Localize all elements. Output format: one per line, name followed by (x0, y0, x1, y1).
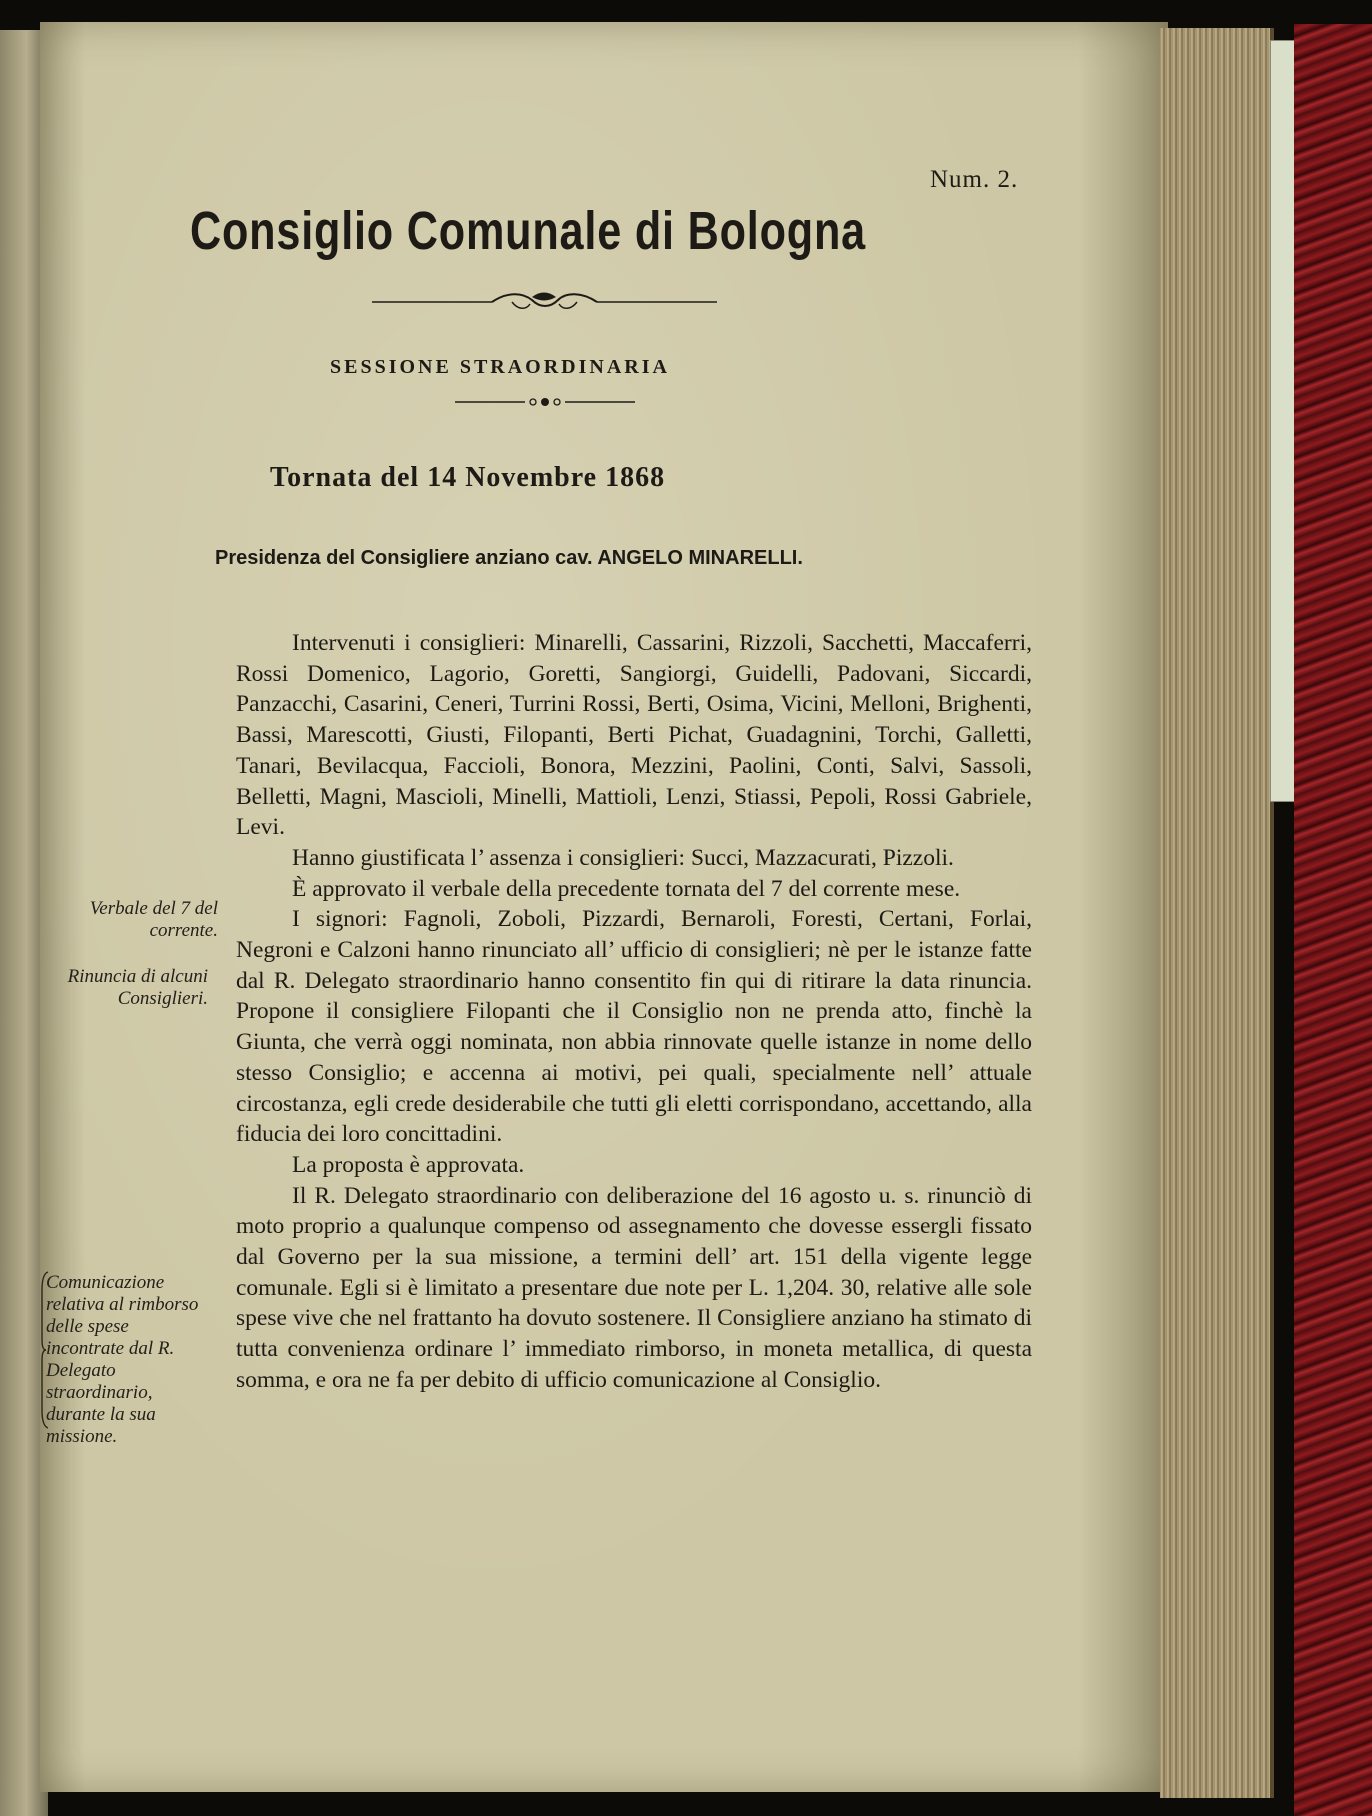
paragraph: I signori: Fagnoli, Zoboli, Pizzardi, Bernaroli, Foresti, Certani, Forlai, Negroni e Calzoni hanno rinunciato all’ ufficio di consiglieri; nè per le istanze fatte dal R. Delegato straordinario hanno consentito fin qui di ritirare la data rinuncia. Propone il consigliere Filopanti che il Consiglio non ne prenda atto, finchè la Giunta, che verrà oggi nominata, non abbia rinnovate quelle istanze in nome dello stesso Consiglio; e accenna ai motivi, pei quali, specialmente nell’ attuale circostanza, egli crede desiderabile che tutti gli eletti corrispondano, accettando, alla fiducia dei loro concittadini. (236, 906, 1032, 1148)
sitting-heading: Tornata del 14 Novembre 1868 (270, 462, 666, 493)
marbled-cover (1294, 24, 1372, 1816)
book-page-edges (1160, 28, 1274, 1798)
page-number: Num. 2. (930, 166, 1019, 193)
paragraph: La proposta è approvata. (292, 1151, 525, 1178)
paper-slip (1270, 40, 1296, 802)
minutes-body (236, 628, 1032, 1396)
session-heading: SESSIONE STRAORDINARIA (330, 356, 670, 378)
small-divider (455, 393, 635, 411)
paragraph: Hanno giustificata l’ assenza i consiglieri: Succi, Mazzacurati, Pizzoli. (292, 844, 954, 871)
margin-note: Rinuncia di alcuni Consiglieri. (67, 966, 208, 1009)
paragraph: È approvato il verbale della precedente tornata del 7 del corrente mese. (292, 875, 961, 902)
ornament-divider (372, 288, 717, 316)
presidency-line: Presidenza del Consigliere anziano cav. ANGELO MINARELLI. (215, 547, 803, 569)
margin-note: Verbale del 7 del corrente. (89, 898, 218, 941)
margin-note: Comunicazione relativa al rimborso delle spese incontrate dal R. Delegato straordinario, durante la sua missione. (46, 1272, 199, 1447)
paragraph: Il R. Delegato straordinario con deliberazione del 16 agosto u. s. rinunciò di moto proprio a qualunque compenso od assegnamento che dovesse essergli fissato dal Governo per la sua missione, a termini dell’ art. 151 della vigente legge comunale. Egli si è limitato a presentare due note per L. 1,204. 30, relative alle sole spese vive che nel frattanto ha dovuto sostenere. Il Consigliere anziano ha stimato di tutta convenienza ordinare l’ immediato rimborso, in moneta metallica, di questa somma, e ora ne fa per debito di ufficio comunicazione al Consiglio. (236, 1182, 1032, 1393)
paragraph: Intervenuti i consiglieri: Minarelli, Cassarini, Rizzoli, Sacchetti, Maccaferri, Rossi Domenico, Lagorio, Goretti, Sangiorgi, Guidelli, Padovani, Siccardi, Panzacchi, Casarini, Ceneri, Turrini Rossi, Berti, Osima, Vicini, Melloni, Brighenti, Bassi, Marescotti, Giusti, Filopanti, Berti Pichat, Guadagnini, Torchi, Galletti, Tanari, Bevilacqua, Faccioli, Bonora, Mezzini, Paolini, Conti, Salvi, Sassoli, Belletti, Magni, Mascioli, Minelli, Mattioli, Lenzi, Stiassi, Pepoli, Rossi Gabriele, Levi. (236, 630, 1032, 841)
page-title: Consiglio Comunale di Bologna (190, 201, 866, 261)
